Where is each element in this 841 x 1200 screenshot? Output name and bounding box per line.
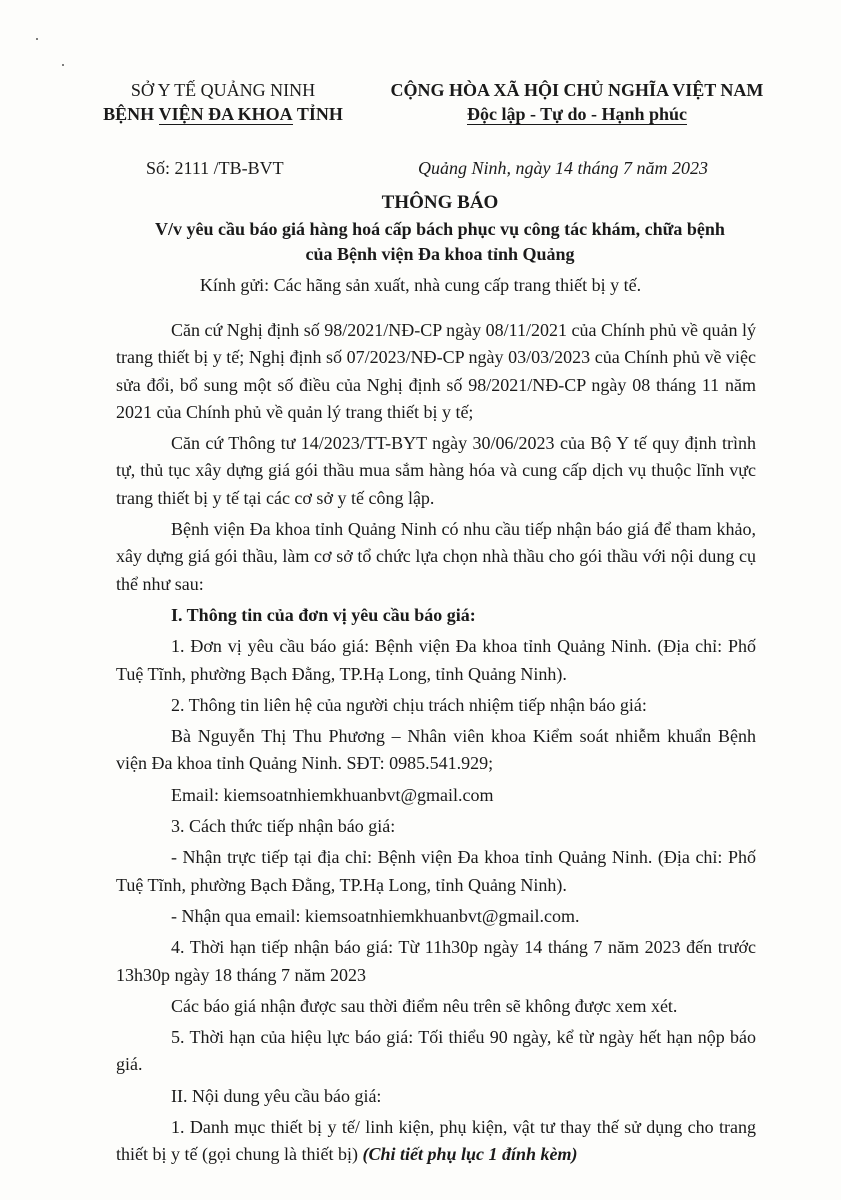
document-title: THÔNG BÁO: [381, 192, 499, 213]
paragraph: 1. Đơn vị yêu cầu báo giá: Bệnh viện Đa khoa tỉnh Quảng Ninh. (Địa chỉ: Phố Tuệ Tĩnh, phường Bạch Đằng, TP.Hạ Long, tỉnh Quảng Ninh).: [116, 636, 756, 684]
paragraph: Bà Nguyễn Thị Thu Phương – Nhân viên khoa Kiểm soát nhiễm khuẩn Bệnh viện Đa khoa tỉnh Quảng Ninh. SĐT: 0985.541.929;: [116, 726, 756, 774]
paragraph: - Nhận qua email: kiemsoatnhiemkhuanbvt@gmail.com.: [171, 905, 580, 926]
national-motto: [362, 78, 792, 126]
paragraph: 1. Danh mục thiết bị y tế/ linh kiện, phụ kiện, vật tư thay thế sử dụng cho trang thiết bị y tế (gọi chung là thiết bị) (Chi tiết phụ lục 1 đính kèm): [116, 1117, 756, 1165]
paragraph: Bệnh viện Đa khoa tỉnh Quảng Ninh có nhu cầu tiếp nhận báo giá để tham khảo, xây dựng giá gói thầu, làm cơ sở tổ chức lựa chọn nhà thầu cho gói thầu với nội dung cụ thể như sau:: [116, 519, 756, 594]
agency-name: BỆNH VIỆN ĐA KHOA TỈNH: [103, 104, 343, 124]
motto: Độc lập - Tự do - Hạnh phúc: [466, 104, 688, 124]
paragraph: Căn cứ Nghị định số 98/2021/NĐ-CP ngày 08/11/2021 của Chính phủ về quản lý trang thiết bị y tế; Nghị định số 07/2023/NĐ-CP ngày 03/03/2023 của Chính phủ về việc sửa đổi, bổ sung một số điều của Nghị định số 98/2021/NĐ-CP ngày 08 tháng 11 năm 2021 của Chính phủ về quản lý trang thiết bị y tế;: [116, 320, 756, 422]
paragraph: 2. Thông tin liên hệ của người chịu trách nhiệm tiếp nhận báo giá:: [171, 694, 647, 715]
paragraph: 5. Thời hạn của hiệu lực báo giá: Tối thiểu 90 ngày, kể từ ngày hết hạn nộp báo giá.: [116, 1027, 756, 1075]
document-date: Quảng Ninh, ngày 14 tháng 7 năm 2023: [418, 158, 708, 178]
appendix-reference: (Chi tiết phụ lục 1 đính kèm): [362, 1144, 578, 1165]
scan-speck: [36, 38, 38, 40]
document-title-block: [100, 190, 780, 267]
paragraph: 4. Thời hạn tiếp nhận báo giá: Từ 11h30p ngày 14 tháng 7 năm 2023 đến trước 13h30p ngày 18 tháng 7 năm 2023: [116, 937, 756, 985]
document-number: Số: 2111 /TB-BVT: [146, 158, 284, 178]
section-heading-1: I. Thông tin của đơn vị yêu cầu báo giá:: [171, 604, 476, 625]
agency-underline: VIỆN ĐA KHOA: [158, 104, 293, 124]
scan-speck: [62, 64, 64, 66]
parent-agency: SỞ Y TẾ QUẢNG NINH: [130, 80, 316, 100]
paragraph: Các báo giá nhận được sau thời điểm nêu trên sẽ không được xem xét.: [171, 995, 678, 1016]
country-name: CỘNG HÒA XÃ HỘI CHỦ NGHĨA VIỆT NAM: [390, 80, 764, 100]
section-heading-2: II. Nội dung yêu cầu báo giá:: [171, 1085, 382, 1106]
paragraph: 3. Cách thức tiếp nhận báo giá:: [171, 816, 396, 837]
document-body: [116, 317, 756, 1173]
paragraph: Căn cứ Thông tư 14/2023/TT-BYT ngày 30/06/2023 của Bộ Y tế quy định trình tự, thủ tục xây dựng giá gói thầu mua sắm hàng hóa và cung cấp dịch vụ thuộc lĩnh vực trang thiết bị y tế tại các cơ sở y tế công lập.: [116, 433, 756, 508]
document-header: [0, 78, 841, 138]
issuing-agency: [98, 78, 348, 126]
subject-line-1: V/v yêu cầu báo giá hàng hoá cấp bách phục vụ công tác khám, chữa bệnh: [155, 219, 725, 239]
recipient-line: Kính gửi: Các hãng sản xuất, nhà cung cấp trang thiết bị y tế.: [199, 275, 642, 295]
paragraph: - Nhận trực tiếp tại địa chỉ: Bệnh viện Đa khoa tỉnh Quảng Ninh. (Địa chỉ: Phố Tuệ Tĩnh, phường Bạch Đằng, TP.Hạ Long, tỉnh Quảng Ninh).: [116, 847, 756, 895]
contact-email: Email: kiemsoatnhiemkhuanbvt@gmail.com: [171, 784, 494, 805]
subject-line-2: của Bệnh viện Đa khoa tỉnh Quảng: [305, 244, 575, 264]
